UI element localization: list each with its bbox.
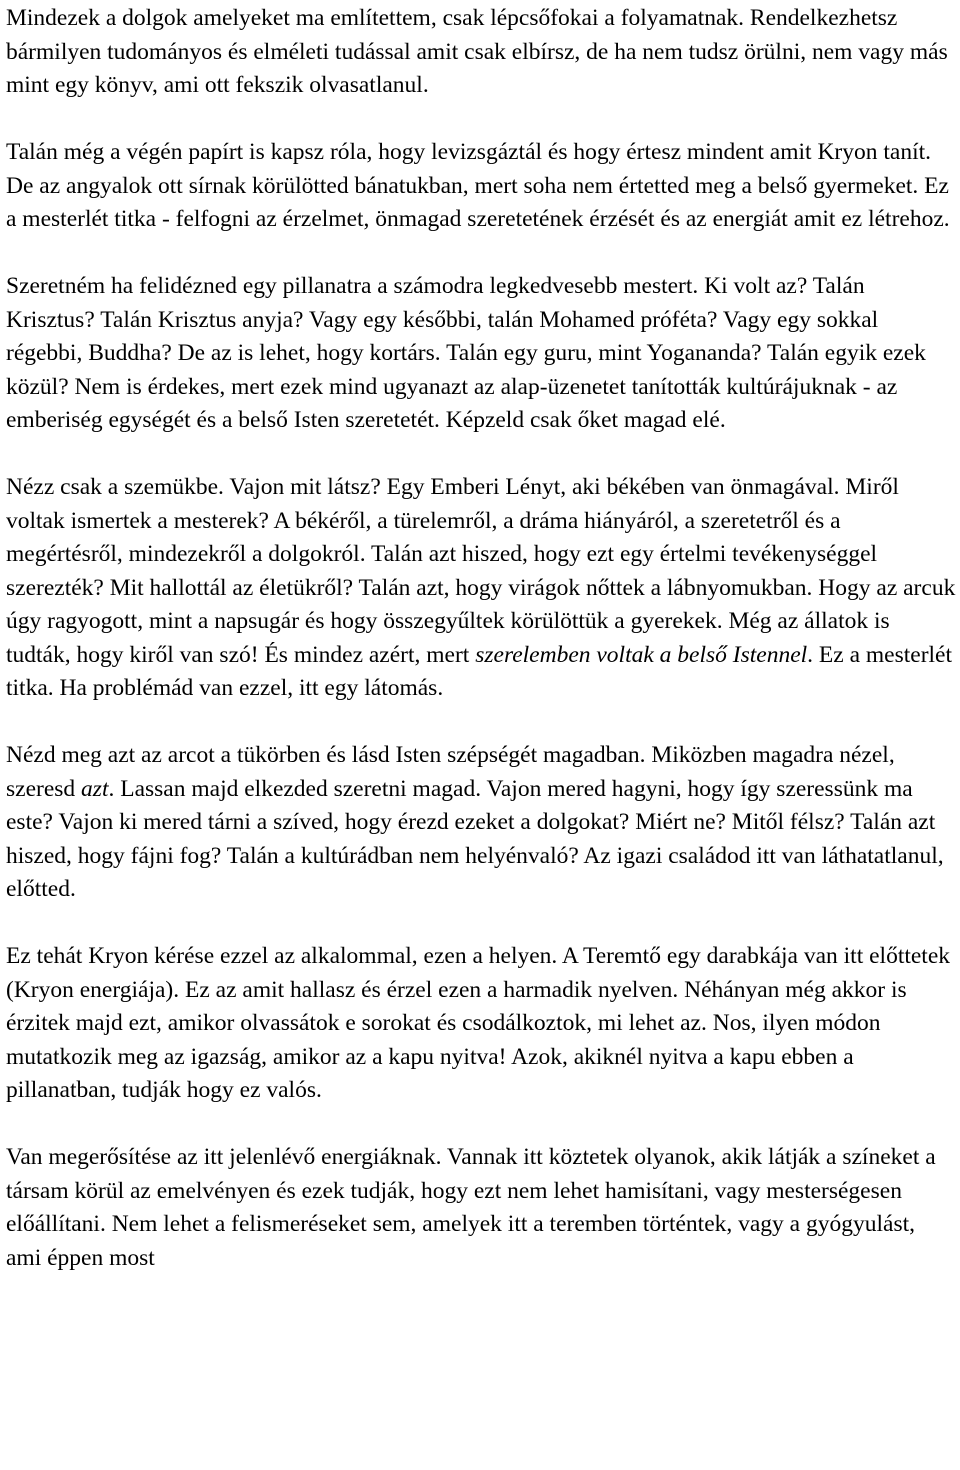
italic-text-segment: szerelemben voltak a belső Istennel bbox=[475, 641, 808, 668]
paragraph bbox=[6, 471, 956, 706]
text-segment: Nézd meg azt az arcot a tükörben és lásd Isten szépségét magadban. Miközben magadra nézel, szeresd bbox=[6, 742, 895, 802]
text-segment: . Lassan majd elkezded szeretni magad. Vajon mered hagyni, hogy így szeressünk ma este? Vajon ki mered tárni a szíved, hogy érezd ezeket a dolgokat? Miért ne? Mitől félsz? Talán azt hiszed, hogy fájni fog? Talán a kultúrádban nem helyénvaló? Az igazi családod itt van láthatatlanul, előtted. bbox=[6, 775, 944, 902]
text-segment: Ez tehát Kryon kérése ezzel az alkalommal, ezen a helyen. A Teremtő egy darabkája van itt előttetek (Kryon energiája). Ez az amit hallasz és érzel ezen a harmadik nyelven. Néhányan még akkor is érzitek majd ezt, amikor olvassátok e sorokat és csodálkoztok, mi lehet az. Nos, ilyen módon mutatkozik meg az igazság, amikor az a kapu nyitva! Azok, akiknél nyitva a kapu ebben a pillanatban, tudják hogy ez valós. bbox=[6, 943, 951, 1103]
paragraph bbox=[6, 739, 956, 907]
paragraph bbox=[6, 1141, 956, 1275]
text-segment: Talán még a végén papírt is kapsz róla, hogy levizsgáztál és hogy értesz mindent amit Kryon tanít. De az angyalok ott sírnak körülötted bánatukban, mert soha nem értetted meg a belső gyermeket. Ez a mesterlét titka - felfogni az érzelmet, önmagad szeretetének érzését és az energiát amit ez létrehoz. bbox=[6, 139, 950, 232]
text-segment: Mindezek a dolgok amelyeket ma említettem, csak lépcsőfokai a folyamatnak. Rendelkezhetsz bármilyen tudományos és elméleti tudással amit csak elbírsz, de ha nem tudsz örülni, nem vagy más mint egy könyv, ami ott fekszik olvasatlanul. bbox=[6, 5, 948, 98]
text-segment: Szeretném ha felidézned egy pillanatra a számodra legkedvesebb mestert. Ki volt az? Talán Krisztus? Talán Krisztus anyja? Vagy egy későbbi, talán Mohamed próféta? Vagy egy sokkal régebbi, Buddha? De az is lehet, hogy kortárs. Talán egy guru, mint Yogananda? Talán egyik ezek közül? Nem is érdekes, mert ezek mind ugyanazt az alap-üzenetet tanították kultúrájuknak - az emberiség egységét és a belső Isten szeretetét. Képzeld csak őket magad elé. bbox=[6, 273, 926, 433]
paragraph bbox=[6, 940, 956, 1108]
italic-text-segment: azt bbox=[81, 775, 109, 802]
text-segment: Van megerősítése az itt jelenlévő energiáknak. Vannak itt köztetek olyanok, akik látják a színeket a társam körül az emelvényen és ezek tudják, hogy ezt nem lehet hamisítani, vagy mesterségesen előállítani. Nem lehet a felismeréseket sem, amelyek itt a teremben történtek, vagy a gyógyulást, ami éppen most bbox=[6, 1144, 936, 1271]
paragraph bbox=[6, 2, 956, 103]
text-segment: . Ez a mesterlét titka. Ha problémád van ezzel, itt egy látomás. bbox=[6, 641, 953, 701]
paragraph bbox=[6, 270, 956, 438]
text-segment: Nézz csak a szemükbe. Vajon mit látsz? Egy Emberi Lényt, aki békében van önmagával. Miről voltak ismertek a mesterek? A békéről, a türelemről, a dráma hiányáról, a szeretetről és a megértésről, mindezekről a dolgokról. Talán azt hiszed, hogy ezt egy értelmi tevékenységgel szerezték? Mit hallottál az életükről? Talán azt, hogy virágok nőttek a lábnyomukban. Hogy az arcuk úgy ragyogott, mint a napsugár és hogy összegyűltek körülöttük a gyerekek. Még az állatok is tudták, hogy kiről van szó! És mindez azért, mert bbox=[6, 474, 956, 668]
paragraph bbox=[6, 136, 956, 237]
